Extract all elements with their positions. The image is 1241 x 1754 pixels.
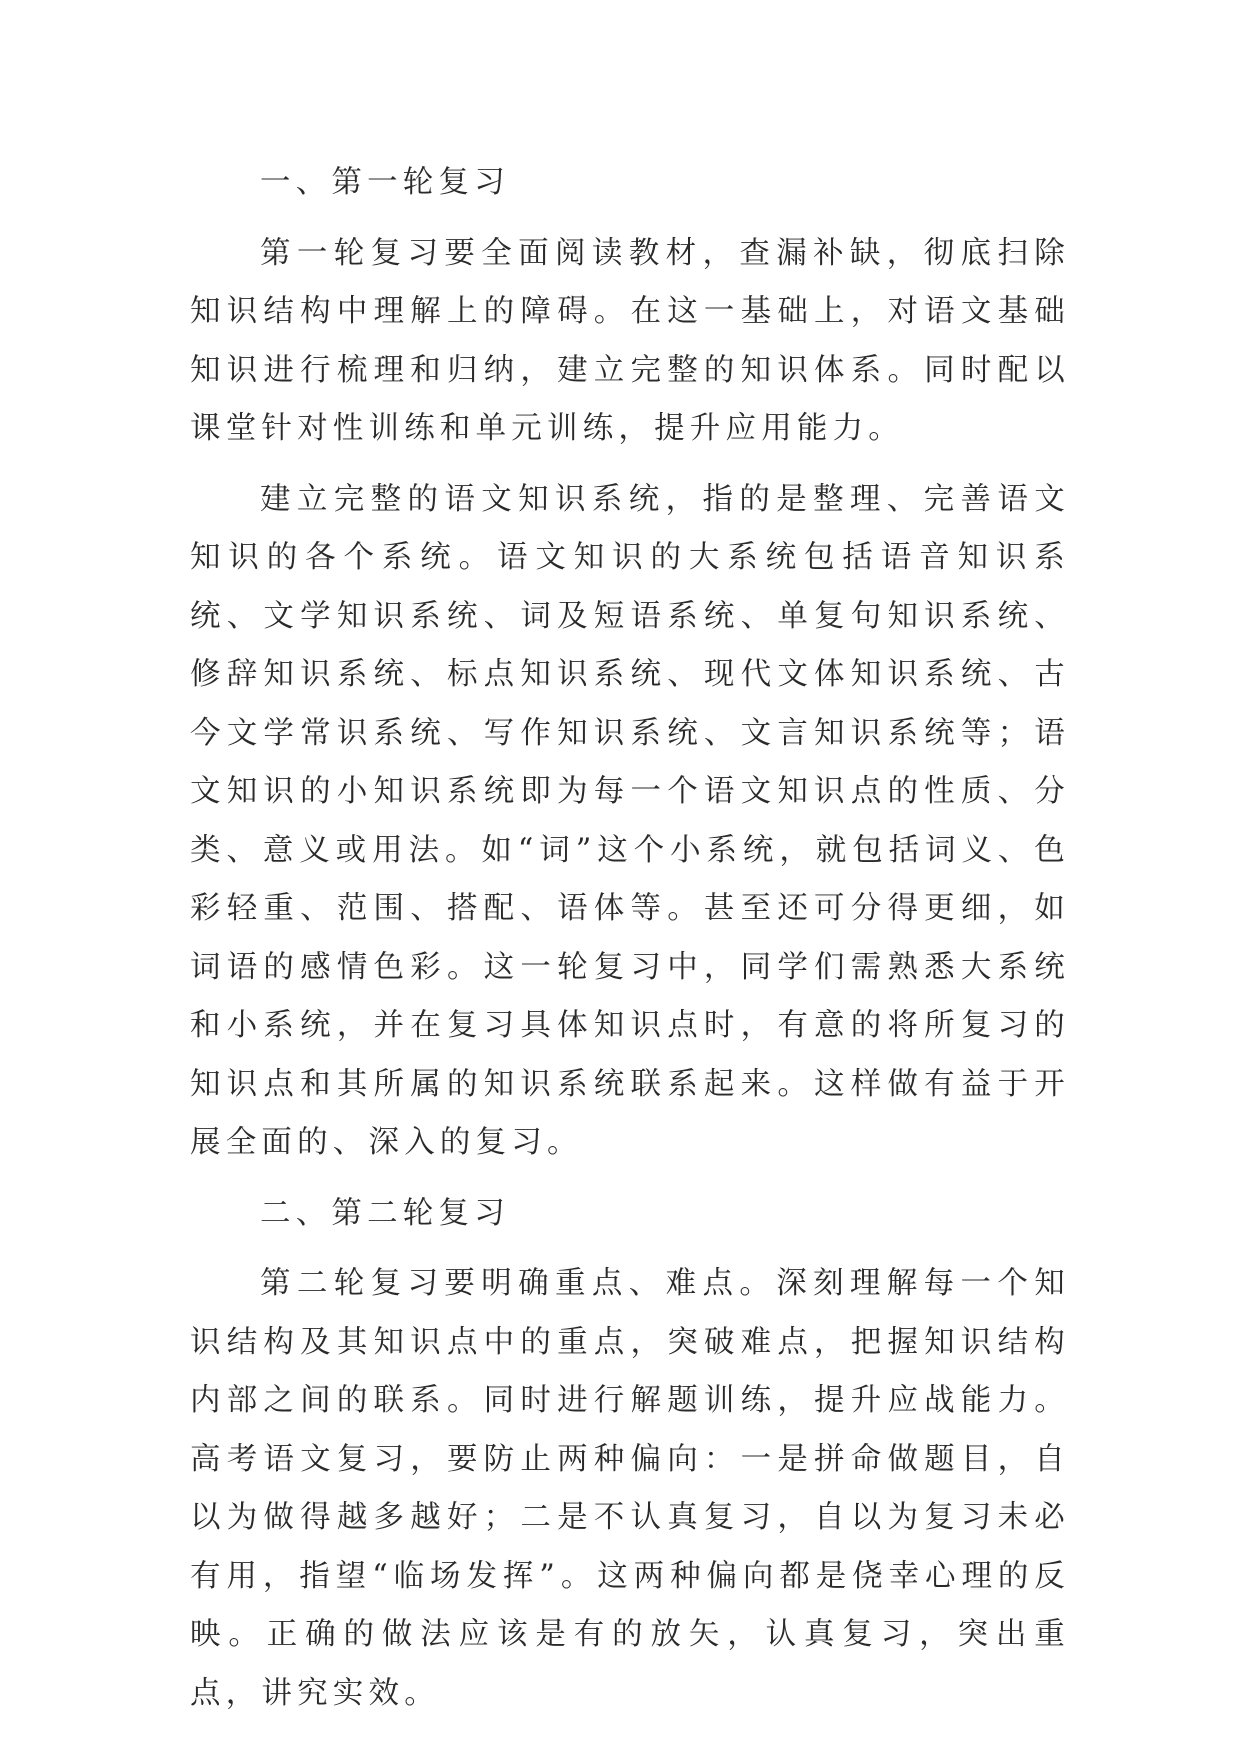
paragraph-knowledge-system: 建立完整的语文知识系统，指的是整理、完善语文知识的各个系统。语文知识的大系统包括语音知识系统、文学知识系统、词及短语系统、单复句知识系统、修辞知识系统、标点知识系统、现代文体知识系统、古今文学常识系统、写作知识系统、文言知识系统等；语文知识的小知识系统即为每一个语文知识点的性质、分类、意义或用法。如“词”这个小系统，就包括词义、色彩轻重、范围、搭配、语体等。甚至还可分得更细，如词语的感情色彩。这一轮复习中，同学们需熟悉大系统和小系统，并在复习具体知识点时，有意的将所复习的知识点和其所属的知识系统联系起来。这样做有益于开展全面的、深入的复习。: [190, 481, 1070, 1160]
section-heading-first-round: 一、第一轮复习: [260, 165, 510, 200]
paragraph-first-round-overview: 第一轮复习要全面阅读教材，查漏补缺，彻底扫除知识结构中理解上的障碍。在这一基础上，对语文基础知识进行梳理和归纳，建立完整的知识体系。同时配以课堂针对性训练和单元训练，提升应用能力。: [190, 235, 1070, 446]
document-body: [190, 154, 1070, 1735]
section-heading-second-round: 二、第二轮复习: [260, 1195, 510, 1231]
paragraph-second-round-overview: 第二轮复习要明确重点、难点。深刻理解每一个知识结构及其知识点中的重点，突破难点，把握知识结构内部之间的联系。同时进行解题训练，提升应战能力。高考语文复习，要防止两种偏向：一是拼命做题目，自以为做得越多越好；二是不认真复习，自以为复习未必有用，指望“临场发挥”。这两种偏向都是侥幸心理的反映。正确的做法应该是有的放矢，认真复习，突出重点，讲究实效。: [190, 1266, 1070, 1711]
